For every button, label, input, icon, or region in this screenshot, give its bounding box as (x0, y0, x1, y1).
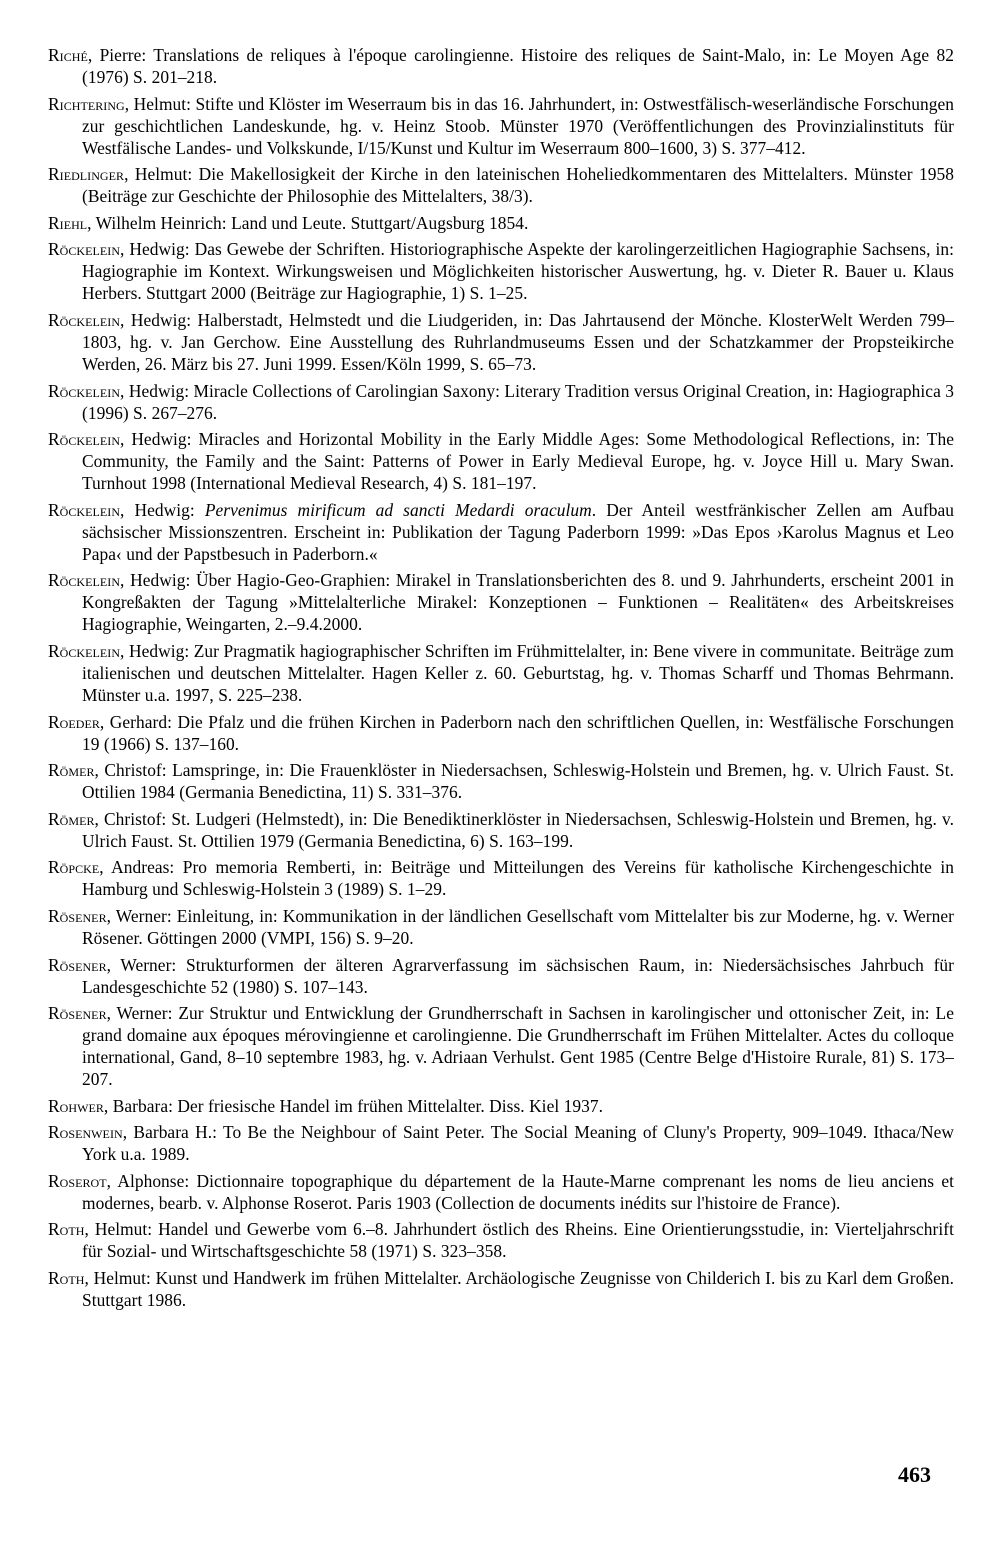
entry-text: , Pierre: Translations de reliques à l'époque carolingienne. Histoire des reliques de Saint-Malo, in: Le Moyen Age 82 (1976) S. 201–218. (82, 45, 954, 87)
entry-text: , Helmut: Die Makellosigkeit der Kirche in den lateinischen Hoheliedkommentaren des Mittelalters. Münster 1958 (Beiträge zur Geschichte der Philosophie des Mittelalters, 38/3). (82, 164, 954, 207)
entry-author: Rosenwein (48, 1122, 123, 1143)
entry-text: , Hedwig: Das Gewebe der Schriften. Historiographische Aspekte der karolingerzeitlichen Hagiographie Sachsens, in: Hagiographie im Kontext. Wirkungsweisen und Möglichkeiten historischer Auswertung, hg. v. Dieter R. Bauer u. Klaus Herbers. Stuttgart 2000 (Beiträge zur Hagiographie, 1) S. 1–25. (82, 239, 954, 304)
entry-author: Röckelein (48, 640, 121, 661)
bibliography-entry (48, 1170, 954, 1214)
entry-author: Roth (48, 1268, 85, 1289)
entry-text: . Der Anteil westfränkischer Zellen am Aufbau sächsischer Missionszentren. Erscheint in: Publikation der Tagung Paderborn 1999: »Das Epos ›Karolus Magnus et Leo Papa‹ und der Papstbesuch in Paderborn.« (82, 499, 954, 564)
entry-author: Riedlinger (48, 164, 125, 185)
entry-author: Roeder (48, 711, 100, 732)
bibliography-entry (48, 428, 954, 494)
bibliography-entry (48, 1002, 954, 1090)
entry-text: , Barbara: Der friesische Handel im frühen Mittelalter. Diss. Kiel 1937. (103, 1095, 603, 1116)
entry-text: , Helmut: Handel und Gewerbe vom 6.–8. Jahrhundert östlich des Rheins. Eine Orientierungsstudie, in: Vierteljahrschrift für Sozial- und Wirtschaftsgeschichte 58 (1971) S. 323–358. (82, 1219, 954, 1262)
bibliography-entry (48, 1218, 954, 1262)
entry-author: Riehl (48, 212, 88, 233)
entry-author: Röckelein (48, 570, 121, 591)
bibliography-entry (48, 380, 954, 424)
entry-text: , Andreas: Pro memoria Remberti, in: Beiträge und Mitteilungen des Vereins für katholische Kirchengeschichte in Hamburg und Schleswig-Holstein 3 (1989) S. 1–29. (82, 857, 954, 900)
bibliography-entry (48, 44, 954, 88)
bibliography-entry (48, 759, 954, 803)
entry-text: , Werner: Zur Struktur und Entwicklung der Grundherrschaft in Sachsen in karolingischer und ottonischer Zeit, in: Le grand domaine aux époques mérovingienne et carolingienne. Die Grundherrschaft im Frühen Mittelalter. Actes du colloque international, Gand, 8–10 septembre 1983, hg. v. Adriaan Verhulst. Gent 1985 (Centre Belge d'Histoire Rurale, 81) S. 173–207. (82, 1003, 954, 1090)
entry-author: Römer (48, 760, 95, 781)
bibliography-entry (48, 212, 954, 234)
bibliography-entry (48, 309, 954, 375)
bibliography-entry (48, 238, 954, 304)
entry-text: , Christof: St. Ludgeri (Helmstedt), in: Die Benediktinerklöster in Niedersachsen, Schleswig-Holstein und Bremen, hg. v. Ulrich Faust. St. Ottilien 1979 (Germania Benedictina, 6) S. 163–199. (82, 808, 954, 851)
entry-text: , Gerhard: Die Pfalz und die frühen Kirchen in Paderborn nach den schriftlichen Quellen, in: Westfälische Forschungen 19 (1966) S. 137–160. (82, 711, 954, 754)
entry-text: , Hedwig: Miracle Collections of Carolingian Saxony: Literary Tradition versus Original Creation, in: Hagiographica 3 (1996) S. 267–276. (82, 380, 954, 423)
entry-author: Rösener (48, 905, 107, 926)
entry-text: , Werner: Einleitung, in: Kommunikation in der ländlichen Gesellschaft vom Mittelalter bis zur Moderne, hg. v. Werner Rösener. Göttingen 2000 (VMPI, 156) S. 9–20. (82, 905, 954, 948)
entry-text: , Hedwig: Zur Pragmatik hagiographischer Schriften im Frühmittelalter, in: Bene vivere in communitate. Beiträge zum italienischen und deutschen Mittelalter. Hagen Keller z. 60. Geburtstag, hg. v. Thomas Scharff und Thomas Behrmann. Münster u.a. 1997, S. 225–238. (82, 640, 954, 705)
entry-text: , Christof: Lamspringe, in: Die Frauenklöster in Niedersachsen, Schleswig-Holstein und Bremen, hg. v. Ulrich Faust. St. Ottilien 1984 (Germania Benedictina, 11) S. 331–376. (82, 760, 954, 803)
entry-italic-title: Pervenimus mirificum ad sancti Medardi oraculum (204, 499, 592, 520)
entry-text: , Wilhelm Heinrich: Land und Leute. Stuttgart/Augsburg 1854. (87, 212, 529, 233)
entry-text: , Helmut: Stifte und Klöster im Weserraum bis in das 16. Jahrhundert, in: Ostwestfälisch-weserländische Forschungen zur geschichtlichen Landeskunde, hg. v. Heinz Stoob. Münster 1970 (Veröffentlichungen des Provinzialinstituts für Westfälische Landes- und Volkskunde, I/15/Kunst und Kultur im Weserraum 800–1600, 3) S. 377–412. (82, 93, 954, 158)
entry-text: , Hedwig: Miracles and Horizontal Mobility in the Early Middle Ages: Some Methodological Reflections, in: The Community, the Family and the Saint: Patterns of Power in Early Medieval Europe, hg. v. Joyce Hill u. Mary Swan. Turnhout 1998 (International Medieval Research, 4) S. 181–197. (82, 429, 954, 494)
bibliography-entry (48, 856, 954, 900)
bibliography-entry (48, 569, 954, 635)
page-number: 463 (898, 1462, 931, 1487)
entry-author: Roth (48, 1219, 85, 1240)
entry-text: , Werner: Strukturformen der älteren Agrarverfassung im sächsischen Raum, in: Niedersächsisches Jahrbuch für Landesgeschichte 52 (1980) S. 107–143. (82, 954, 954, 997)
bibliography-entry (48, 640, 954, 706)
bibliography-entry (48, 1267, 954, 1311)
entry-text: , Barbara H.: To Be the Neighbour of Saint Peter. The Social Meaning of Cluny's Property, 909–1049. Ithaca/New York u.a. 1989. (82, 1122, 954, 1165)
entry-text: , Hedwig: Über Hagio-Geo-Graphien: Mirakel in Translationsberichten des 8. und 9. Jahrhunderts, erscheint 2001 in Kongreßakten der Tagung »Mittelalterliche Mirakel: Konzeptionen – Funktionen – Realitäten« des Arbeitskreises Hagiographie, Weingarten, 2.–9.4.2000. (82, 570, 954, 635)
entry-text: , Hedwig: (120, 499, 205, 520)
bibliography-entry (48, 808, 954, 852)
bibliography-entry (48, 905, 954, 949)
bibliography-entry (48, 954, 954, 998)
entry-author: Röckelein (48, 380, 121, 401)
entry-author: Riché (48, 45, 88, 65)
entry-author: Richtering (48, 93, 125, 114)
entry-author: Roserot (48, 1170, 107, 1191)
entry-author: Römer (48, 808, 95, 829)
bibliography-entry (48, 499, 954, 565)
entry-author: Röpcke (48, 857, 100, 878)
entry-author: Röckelein (48, 239, 121, 260)
entry-author: Röckelein (48, 429, 121, 450)
bibliography-entry (48, 163, 954, 207)
entry-author: Röckelein (48, 499, 121, 520)
entry-text: , Alphonse: Dictionnaire topographique du département de la Haute-Marne comprenant les noms de lieu anciens et modernes, bearb. v. Alphonse Roserot. Paris 1903 (Collection de documents inédits sur l'histoire de France). (82, 1170, 954, 1213)
bibliography-entry (48, 711, 954, 755)
bibliography-entry (48, 1095, 954, 1117)
entry-author: Rösener (48, 954, 107, 975)
bibliography-entry (48, 1121, 954, 1165)
entry-text: , Hedwig: Halberstadt, Helmstedt und die Liudgeriden, in: Das Jahrtausend der Mönche. KlosterWelt Werden 799–1803, hg. v. Jan Gerchow. Eine Ausstellung des Ruhrlandmuseums Essen und der Schatzkammer der Propsteikirche Werden, 26. März bis 27. Juni 1999. Essen/Köln 1999, S. 65–73. (82, 309, 954, 374)
bibliography-list (48, 44, 954, 1316)
entry-author: Rohwer (48, 1095, 104, 1116)
bibliography-entry (48, 93, 954, 159)
entry-text: , Helmut: Kunst und Handwerk im frühen Mittelalter. Archäologische Zeugnisse von Childerich I. bis zu Karl dem Großen. Stuttgart 1986. (82, 1268, 954, 1311)
entry-author: Röckelein (48, 309, 121, 330)
entry-author: Rösener (48, 1003, 107, 1024)
